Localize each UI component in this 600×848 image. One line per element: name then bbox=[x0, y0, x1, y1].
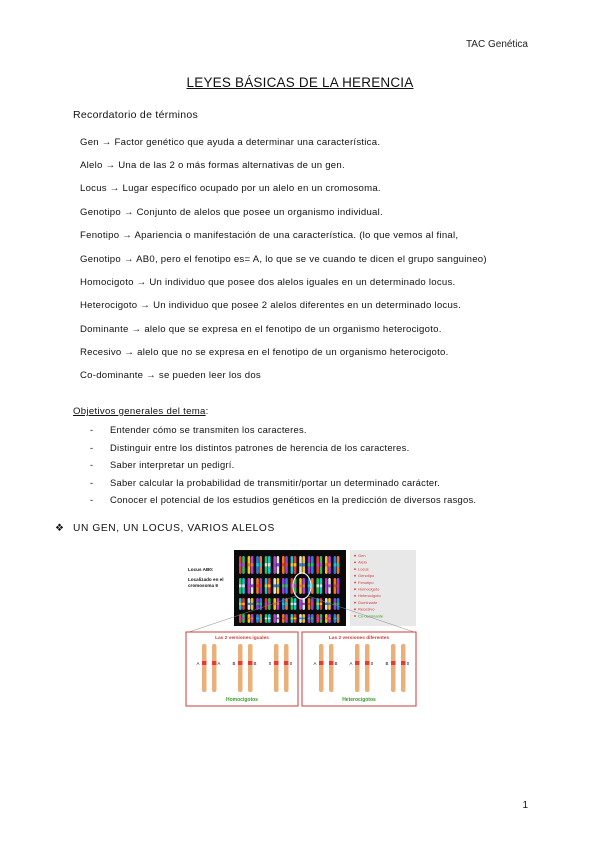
legend-bullet-icon bbox=[354, 568, 356, 570]
heterocigotos-box-title: Las 2 versiones diferentes bbox=[328, 636, 390, 641]
chromosome bbox=[251, 578, 254, 594]
chromosome-bar bbox=[248, 644, 253, 692]
chromosome bbox=[299, 614, 302, 623]
legend-item: Genotipo bbox=[358, 573, 375, 579]
chromosome-band bbox=[291, 563, 294, 566]
chromosome bbox=[239, 556, 242, 574]
chromosome-band bbox=[248, 563, 251, 566]
chromosome-bar bbox=[401, 644, 406, 692]
chromosome bbox=[259, 614, 262, 623]
chromosome-band bbox=[294, 563, 297, 566]
chromosome bbox=[277, 598, 280, 610]
chromosome-band bbox=[302, 603, 305, 605]
chromosome bbox=[299, 598, 302, 610]
chromosome bbox=[294, 598, 297, 610]
chromosome bbox=[268, 556, 271, 574]
objective-item bbox=[90, 477, 440, 488]
chromosome-band bbox=[320, 618, 323, 620]
allele-label: A bbox=[196, 661, 200, 666]
chromosome-band bbox=[256, 618, 259, 620]
allele-label: B bbox=[253, 661, 257, 666]
allele-band bbox=[365, 661, 370, 665]
chromosome bbox=[239, 578, 242, 594]
list-dash: - bbox=[90, 442, 94, 453]
chromosome-band bbox=[334, 584, 337, 587]
chromosome-band bbox=[282, 584, 285, 587]
chromosome bbox=[277, 614, 280, 623]
chromosome-band bbox=[299, 618, 302, 620]
chromosome-band bbox=[251, 603, 254, 605]
chromosome-band bbox=[311, 603, 314, 605]
allele-band bbox=[284, 661, 289, 665]
allele-band bbox=[391, 661, 396, 665]
legend-item: Homocigoto bbox=[358, 586, 380, 592]
chromosome-bar bbox=[202, 644, 207, 692]
diamond-bullet-icon: ❖ bbox=[55, 523, 65, 534]
chromosome-band bbox=[259, 584, 262, 587]
chromosome bbox=[282, 556, 285, 574]
chromosome-band bbox=[311, 618, 314, 620]
chromosome-band bbox=[316, 584, 319, 587]
chromosome bbox=[302, 556, 305, 574]
chromosome-bar bbox=[355, 644, 360, 692]
chromosome-band bbox=[282, 603, 285, 605]
legend-bullet-icon bbox=[354, 555, 356, 557]
chromosome-band bbox=[239, 563, 242, 566]
chromosome bbox=[302, 598, 305, 610]
chromosome bbox=[268, 578, 271, 594]
objectives-heading-text: Objetivos generales del tema bbox=[73, 406, 206, 417]
chromosome-bar bbox=[238, 644, 243, 692]
chromosome bbox=[328, 614, 331, 623]
chromosome bbox=[285, 614, 288, 623]
chromosome-band bbox=[242, 618, 245, 620]
karyotype-figure bbox=[184, 546, 418, 708]
chromosome-bar bbox=[329, 644, 334, 692]
chromosome-band bbox=[302, 563, 305, 566]
chromosome-band bbox=[316, 563, 319, 566]
chromosome bbox=[239, 598, 242, 610]
chromosome bbox=[282, 578, 285, 594]
chromosome-band bbox=[239, 584, 242, 587]
chromosome-band bbox=[282, 563, 285, 566]
chromosome-band bbox=[273, 618, 276, 620]
chromosome-bar bbox=[284, 644, 289, 692]
chromosome bbox=[256, 578, 259, 594]
term-homocigoto: Homocigoto → Un individuo que posee dos alelos iguales en un determinado locus. bbox=[80, 277, 456, 288]
chromosome bbox=[285, 556, 288, 574]
chromosome-band bbox=[334, 618, 337, 620]
legend-item: Dominante bbox=[358, 599, 378, 605]
chromosome-bar bbox=[274, 644, 279, 692]
objective-text: Entender cómo se transmiten los caracteres. bbox=[110, 424, 307, 435]
allele-label: 0 bbox=[370, 661, 374, 666]
chromosome-band bbox=[308, 563, 311, 566]
chromosome bbox=[277, 556, 280, 574]
chromosome bbox=[291, 556, 294, 574]
chromosome-band bbox=[256, 584, 259, 587]
legend-item: Locus bbox=[358, 566, 369, 572]
chromosome-band bbox=[265, 563, 268, 566]
chromosome bbox=[256, 614, 259, 623]
chromosome bbox=[256, 598, 259, 610]
chromosome bbox=[334, 598, 337, 610]
chromosome bbox=[299, 578, 302, 594]
chromosome-band bbox=[308, 584, 311, 587]
list-dash: - bbox=[90, 494, 94, 505]
chromosome bbox=[285, 598, 288, 610]
allele-label: 0 bbox=[289, 661, 293, 666]
legend-item: Co-dominante bbox=[358, 613, 384, 619]
chromosome-band bbox=[265, 618, 268, 620]
chromosome bbox=[251, 598, 254, 610]
allele-label: B bbox=[334, 661, 338, 666]
allele-label: 0 bbox=[268, 661, 272, 666]
chromosome bbox=[320, 614, 323, 623]
chromosome bbox=[251, 614, 254, 623]
term-locus: Locus → Lugar específico ocupado por un alelo en un cromosoma. bbox=[80, 183, 381, 194]
chromosome-band bbox=[291, 618, 294, 620]
allele-band bbox=[355, 661, 360, 665]
chromosome bbox=[265, 598, 268, 610]
chromosome bbox=[316, 614, 319, 623]
chromosome-band bbox=[242, 563, 245, 566]
legend-item: Alelo bbox=[358, 559, 367, 565]
chromosome-band bbox=[285, 584, 288, 587]
term-codominante: Co-dominante → se pueden leer los dos bbox=[80, 370, 261, 381]
chromosome-band bbox=[256, 563, 259, 566]
allele-label: A bbox=[313, 661, 317, 666]
chromosome bbox=[316, 578, 319, 594]
chromosome bbox=[265, 578, 268, 594]
chromosome bbox=[248, 578, 251, 594]
objectives-heading-colon: : bbox=[205, 406, 209, 417]
chromosome-band bbox=[277, 584, 280, 587]
terms-subtitle: Recordatorio de términos bbox=[73, 109, 199, 121]
chromosome-band bbox=[320, 563, 323, 566]
chromosome bbox=[337, 614, 340, 623]
chromosome-band bbox=[294, 584, 297, 587]
chromosome bbox=[268, 598, 271, 610]
chromosome-band bbox=[242, 603, 245, 605]
page-number: 1 bbox=[522, 800, 528, 811]
chromosome-band bbox=[334, 563, 337, 566]
chromosome-band bbox=[302, 584, 305, 587]
chromosome bbox=[308, 614, 311, 623]
chromosome bbox=[277, 578, 280, 594]
heterocigotos-caption: Heterocigotos bbox=[342, 697, 376, 703]
chromosome-band bbox=[277, 618, 280, 620]
chromosome bbox=[248, 598, 251, 610]
chromosome bbox=[291, 614, 294, 623]
chromosome-band bbox=[248, 584, 251, 587]
allele-band bbox=[274, 661, 279, 665]
chromosome bbox=[320, 556, 323, 574]
chromosome-band bbox=[325, 584, 328, 587]
chromosome bbox=[311, 598, 314, 610]
objective-text: Saber calcular la probabilidad de transmitir/portar un determinado carácter. bbox=[110, 477, 441, 488]
chromosome-band bbox=[285, 618, 288, 620]
chromosome-band bbox=[285, 603, 288, 605]
chromosome-band bbox=[256, 603, 259, 605]
list-dash: - bbox=[90, 424, 94, 435]
chromosome-band bbox=[325, 603, 328, 605]
chromosome bbox=[248, 556, 251, 574]
legend-item: Heterocigoto bbox=[358, 593, 381, 599]
chromosome-band bbox=[320, 603, 323, 605]
chromosome bbox=[325, 614, 328, 623]
chromosome-band bbox=[282, 618, 285, 620]
chromosome-band bbox=[325, 563, 328, 566]
allele-band bbox=[238, 661, 243, 665]
chromosome-band bbox=[328, 563, 331, 566]
chromosome-band bbox=[299, 584, 302, 587]
figure-locus-label: Locus AB0: bbox=[188, 567, 214, 572]
section-heading-text: UN GEN, UN LOCUS, VARIOS ALELOS bbox=[73, 523, 275, 534]
chromosome-band bbox=[320, 584, 323, 587]
chromosome bbox=[242, 578, 245, 594]
chromosome bbox=[294, 614, 297, 623]
objective-text: Saber interpretar un pedigrí. bbox=[110, 459, 235, 470]
figure-chromosome-label: cromosoma 9 bbox=[188, 583, 218, 588]
chromosome-band bbox=[248, 618, 251, 620]
chromosome-band bbox=[239, 618, 242, 620]
chromosome-band bbox=[337, 618, 340, 620]
chromosome bbox=[273, 598, 276, 610]
chromosome-band bbox=[328, 618, 331, 620]
chromosome-band bbox=[242, 584, 245, 587]
chromosome-band bbox=[291, 603, 294, 605]
section-heading bbox=[55, 523, 275, 534]
chromosome-band bbox=[302, 618, 305, 620]
chromosome bbox=[328, 598, 331, 610]
chromosome-band bbox=[239, 603, 242, 605]
objective-item bbox=[90, 459, 235, 470]
allele-band bbox=[212, 661, 217, 665]
chromosome bbox=[265, 614, 268, 623]
allele-band bbox=[202, 661, 207, 665]
chromosome bbox=[259, 578, 262, 594]
chromosome bbox=[308, 556, 311, 574]
chromosome-band bbox=[325, 618, 328, 620]
chromosome bbox=[302, 614, 305, 623]
chromosome-band bbox=[259, 618, 262, 620]
chromosome bbox=[291, 598, 294, 610]
legend-bullet-icon bbox=[354, 588, 356, 590]
figure-locus-sub-label: Localizado en el bbox=[188, 577, 224, 582]
allele-label: B bbox=[232, 661, 236, 666]
chromosome-band bbox=[268, 563, 271, 566]
legend-item: Gen bbox=[358, 553, 366, 558]
chromosome bbox=[239, 614, 242, 623]
legend-bullet-icon bbox=[354, 615, 356, 617]
chromosome-bar bbox=[391, 644, 396, 692]
chromosome bbox=[334, 578, 337, 594]
chromosome-band bbox=[316, 603, 319, 605]
chromosome-band bbox=[311, 563, 314, 566]
chromosome bbox=[325, 578, 328, 594]
chromosome-band bbox=[273, 584, 276, 587]
header-doc-label: TAC Genética bbox=[465, 39, 528, 50]
legend-item: Fenotipo bbox=[358, 579, 374, 585]
legend-bullet-icon bbox=[354, 582, 356, 584]
list-dash: - bbox=[90, 459, 94, 470]
objective-text: Conocer el potencial de los estudios genéticos en la predicción de diversos rasgos. bbox=[110, 494, 477, 505]
chromosome bbox=[242, 598, 245, 610]
chromosome bbox=[273, 614, 276, 623]
objectives-heading bbox=[73, 406, 209, 417]
chromosome bbox=[302, 578, 305, 594]
allele-band bbox=[319, 661, 324, 665]
chromosome-band bbox=[273, 563, 276, 566]
chromosome bbox=[320, 598, 323, 610]
chromosome-band bbox=[299, 563, 302, 566]
chromosome bbox=[337, 598, 340, 610]
chromosome bbox=[282, 614, 285, 623]
chromosome-band bbox=[248, 603, 251, 605]
term-dominante: Dominante → alelo que se expresa en el fenotipo de un organismo heterocigoto. bbox=[80, 324, 442, 335]
chromosome-band bbox=[277, 603, 280, 605]
chromosome-band bbox=[337, 603, 340, 605]
chromosome bbox=[334, 556, 337, 574]
chromosome bbox=[308, 598, 311, 610]
chromosome-bar bbox=[212, 644, 217, 692]
chromosome bbox=[311, 556, 314, 574]
chromosome bbox=[328, 556, 331, 574]
objective-item bbox=[90, 424, 307, 435]
chromosome-bar bbox=[365, 644, 370, 692]
chromosome bbox=[320, 578, 323, 594]
legend-bullet-icon bbox=[354, 575, 356, 577]
chromosome-band bbox=[294, 603, 297, 605]
list-dash: - bbox=[90, 477, 94, 488]
chromosome-band bbox=[299, 603, 302, 605]
term-recesivo: Recesivo → alelo que no se expresa en el fenotipo de un organismo heterocigoto. bbox=[80, 347, 449, 358]
chromosome bbox=[325, 598, 328, 610]
allele-label: A bbox=[349, 661, 353, 666]
chromosome-band bbox=[259, 603, 262, 605]
term-genotipo-example: Genotipo → AB0, pero el fenotipo es= A, lo que se ve cuando te dicen el grupo sanguineo) bbox=[80, 254, 487, 265]
chromosome bbox=[325, 556, 328, 574]
chromosome-band bbox=[251, 563, 254, 566]
chromosome bbox=[337, 578, 340, 594]
legend-item: Recesivo bbox=[358, 606, 375, 612]
term-genotipo: Genotipo → Conjunto de alelos que posee un organismo individual. bbox=[80, 207, 383, 218]
allele-label: 0 bbox=[406, 661, 410, 666]
term-alelo: Alelo → Una de las 2 o más formas alternativas de un gen. bbox=[80, 160, 345, 171]
legend-bullet-icon bbox=[354, 595, 356, 597]
chromosome bbox=[311, 614, 314, 623]
chromosome-band bbox=[265, 584, 268, 587]
chromosome bbox=[337, 556, 340, 574]
chromosome-band bbox=[328, 584, 331, 587]
allele-band bbox=[248, 661, 253, 665]
term-fenotipo: Fenotipo → Apariencia o manifestación de una característica. (lo que vemos al final, bbox=[80, 230, 459, 241]
chromosome bbox=[273, 556, 276, 574]
chromosome-band bbox=[251, 584, 254, 587]
chromosome bbox=[285, 578, 288, 594]
chromosome-band bbox=[268, 618, 271, 620]
homocigotos-caption: Homocigotos bbox=[226, 697, 258, 703]
allele-label: B bbox=[385, 661, 389, 666]
allele-label: A bbox=[217, 661, 221, 666]
page-title: LEYES BÁSICAS DE LA HERENCIA bbox=[186, 75, 414, 90]
chromosome-band bbox=[294, 618, 297, 620]
legend-bullet-icon bbox=[354, 602, 356, 604]
chromosome bbox=[242, 614, 245, 623]
chromosome bbox=[334, 614, 337, 623]
chromosome-band bbox=[337, 584, 340, 587]
chromosome bbox=[273, 578, 276, 594]
chromosome bbox=[328, 578, 331, 594]
homocigotos-box-title: Las 2 versiones iguales bbox=[215, 636, 269, 641]
chromosome-band bbox=[251, 618, 254, 620]
objective-item bbox=[90, 442, 409, 453]
allele-band bbox=[401, 661, 406, 665]
chromosome bbox=[248, 614, 251, 623]
chromosome bbox=[251, 556, 254, 574]
chromosome bbox=[294, 556, 297, 574]
chromosome-band bbox=[308, 618, 311, 620]
chromosome bbox=[256, 556, 259, 574]
allele-band bbox=[329, 661, 334, 665]
term-heterocigoto: Heterocigoto → Un individuo que posee 2 alelos diferentes en un determinado locus. bbox=[80, 300, 462, 311]
term-gen: Gen → Factor genético que ayuda a determinar una característica. bbox=[80, 137, 381, 148]
objective-item bbox=[90, 494, 476, 505]
chromosome-band bbox=[308, 603, 311, 605]
chromosome-band bbox=[265, 603, 268, 605]
chromosome-band bbox=[277, 563, 280, 566]
legend-bullet-icon bbox=[354, 608, 356, 610]
chromosome-bar bbox=[319, 644, 324, 692]
chromosome bbox=[299, 556, 302, 574]
chromosome bbox=[268, 614, 271, 623]
chromosome-band bbox=[337, 563, 340, 566]
chromosome-band bbox=[268, 584, 271, 587]
chromosome-band bbox=[316, 618, 319, 620]
chromosome bbox=[242, 556, 245, 574]
chromosome-band bbox=[285, 563, 288, 566]
legend-bullet-icon bbox=[354, 562, 356, 564]
chromosome bbox=[265, 556, 268, 574]
chromosome bbox=[316, 556, 319, 574]
chromosome-band bbox=[259, 563, 262, 566]
chromosome bbox=[259, 556, 262, 574]
objective-text: Distinguir entre los distintos patrones de herencia de los caracteres. bbox=[110, 442, 410, 453]
